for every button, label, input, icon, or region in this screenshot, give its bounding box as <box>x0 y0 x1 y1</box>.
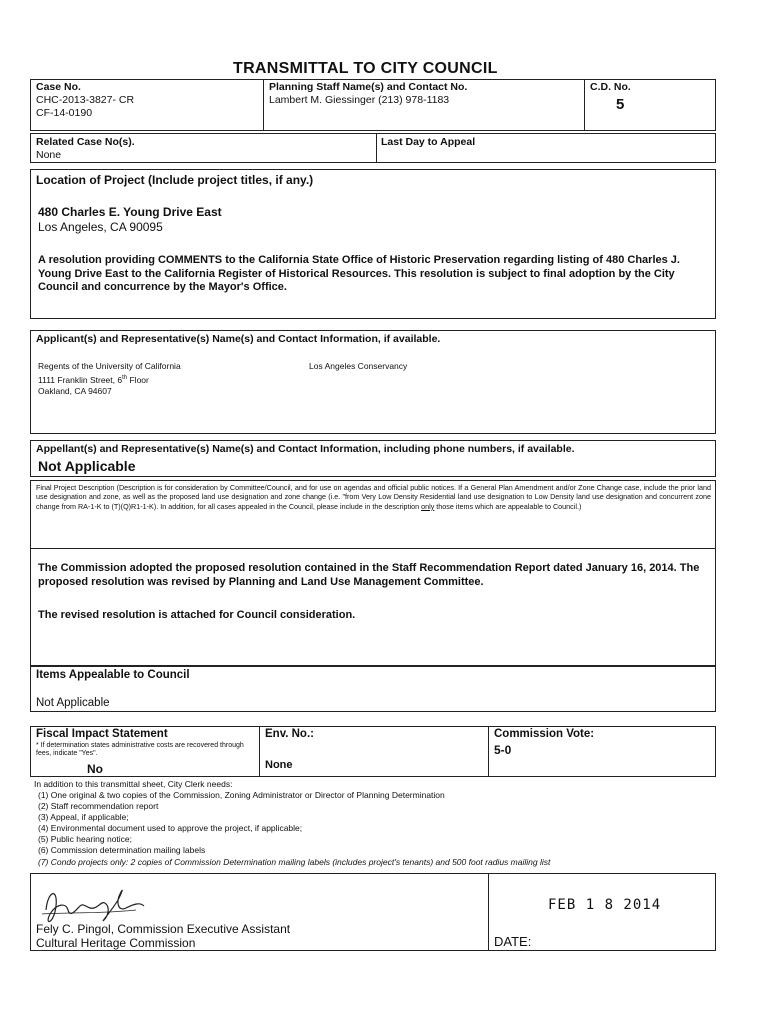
items-appealable-value: Not Applicable <box>36 697 110 709</box>
cf-no-value: CF-14-0190 <box>36 107 93 119</box>
location-description: A resolution providing COMMENTS to the California State Office of Historic Preservation regarding listing of 480 Charles J. Young Drive East to the California Register of Historical Resources. This resolution is subject to final adoption by the City Council and concurrence by the Mayor's Office. <box>38 254 680 293</box>
clerk-needs-item: (2) Staff recommendation report <box>38 801 159 811</box>
location-section <box>30 169 716 319</box>
appellant-label: Appellant(s) and Representative(s) Name(s) and Contact Information, including phone numbers, if available. <box>36 443 575 455</box>
clerk-needs-item: (3) Appeal, if applicable; <box>38 812 129 822</box>
applicant-street: 1111 Franklin Street, 6th Floor <box>38 374 149 385</box>
case-no-value: CHC-2013-3827- CR <box>36 94 135 106</box>
applicant-label: Applicant(s) and Representative(s) Name(s) and Contact Information, if available. <box>36 333 441 345</box>
location-label: Location of Project (Include project titles, if any.) <box>36 173 314 187</box>
applicant-city: Oakland, CA 94607 <box>38 386 112 396</box>
page-title: TRANSMITTAL TO CITY COUNCIL <box>233 60 498 77</box>
related-case-label: Related Case No(s). <box>36 136 135 148</box>
appellant-value: Not Applicable <box>38 458 136 474</box>
signatory-organization: Cultural Heritage Commission <box>36 936 196 950</box>
date-stamp: FEB 1 8 2014 <box>548 897 662 913</box>
fiscal-impact-label: Fiscal Impact Statement <box>36 728 168 740</box>
applicant-org: Regents of the University of California <box>38 361 181 371</box>
items-appealable-label: Items Appealable to Council <box>36 669 190 681</box>
revised-resolution-text: The revised resolution is attached for Council consideration. <box>38 609 356 621</box>
final-description-instructions: Final Project Description (Description is for consideration by Committee/Council, and for use on agendas and official public notices. If a General Plan Amendment and/or Zone Change case, include the prior land use designation and zone, as well as the proposed land use designation and zone change (i.e. "from Very Low Density Residential land use designation to Low Density land use designation and concurrent zone change from RA-1-K to (T)(Q)R1-1-K). In addition, for all cases appealed in the Council, please include in the description only those items which are appealable to Council.) <box>36 483 711 511</box>
clerk-needs-intro: In addition to this transmittal sheet, City Clerk needs: <box>34 779 233 789</box>
fiscal-impact-note: * If determination states administrative costs are recovered through fees, indicate "Yes". <box>36 742 244 758</box>
planning-staff-value: Lambert M. Giessinger (213) 978-1183 <box>269 94 450 106</box>
clerk-needs-item: (1) One original & two copies of the Commission, Zoning Administrator or Director of Planning Determination <box>38 790 445 800</box>
planning-staff-label: Planning Staff Name(s) and Contact No. <box>269 81 468 93</box>
location-address-line1: 480 Charles E. Young Drive East <box>38 205 222 219</box>
cd-no-value: 5 <box>616 96 625 113</box>
location-address-line2: Los Angeles, CA 90095 <box>38 220 163 234</box>
date-label: DATE: <box>494 934 532 949</box>
commission-vote-value: 5-0 <box>494 743 512 757</box>
signatory-name: Fely C. Pingol, Commission Executive Assistant <box>36 922 291 936</box>
cd-no-label: C.D. No. <box>590 81 631 93</box>
last-day-to-appeal-label: Last Day to Appeal <box>381 136 476 148</box>
env-no-label: Env. No.: <box>265 728 314 740</box>
representative-name: Los Angeles Conservancy <box>309 361 408 371</box>
commission-vote-label: Commission Vote: <box>494 728 595 740</box>
clerk-needs-item: (7) Condo projects only: 2 copies of Commission Determination mailing labels (includes project's tenants) and 500 foot radius mailing list <box>38 857 551 867</box>
clerk-needs-item: (6) Commission determination mailing labels <box>38 845 206 855</box>
related-case-value: None <box>36 149 62 161</box>
clerk-needs-item: (5) Public hearing notice; <box>38 834 133 844</box>
env-no-value: None <box>265 759 293 771</box>
clerk-needs-item: (4) Environmental document used to approve the project, if applicable; <box>38 823 303 833</box>
case-no-label: Case No. <box>36 81 81 93</box>
commission-action-text: The Commission adopted the proposed resolution contained in the Staff Recommendation Report dated January 16, 2014. The proposed resolution was revised by Planning and Land Use Management Committee. <box>38 562 700 588</box>
fiscal-impact-value: No <box>87 762 103 776</box>
